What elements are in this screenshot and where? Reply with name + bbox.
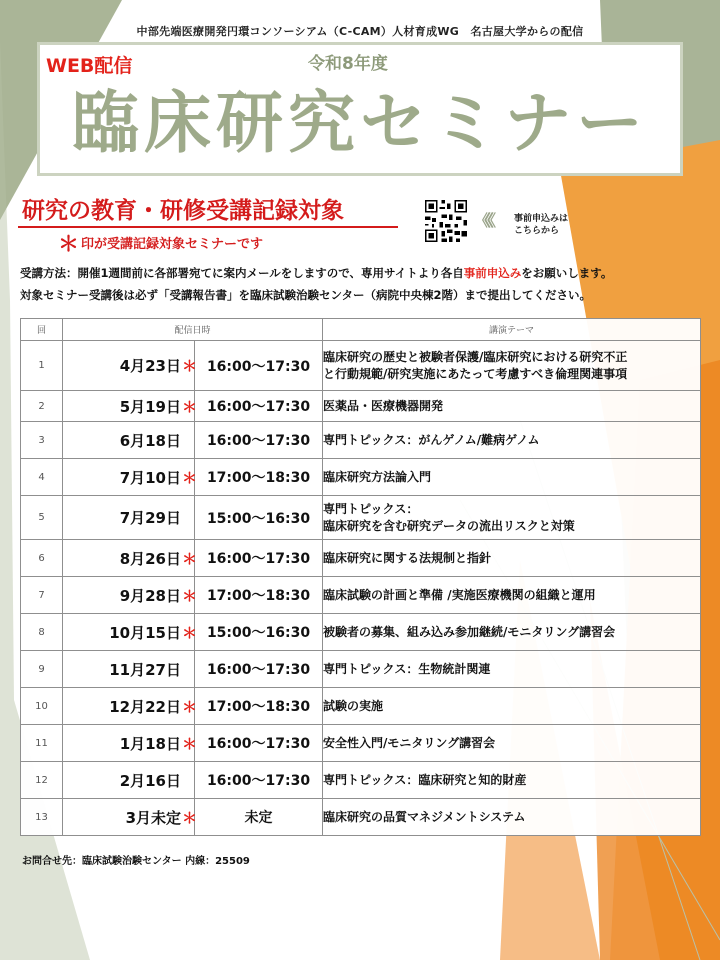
session-time: 17:00～18:30	[195, 688, 323, 725]
session-date: 11月27日	[63, 651, 195, 688]
pre-registration-emphasis: 事前申込み	[463, 266, 522, 280]
session-number: 10	[21, 688, 63, 725]
session-time: 未定	[195, 799, 323, 836]
table-row	[21, 391, 701, 422]
session-number: 3	[21, 422, 63, 459]
table-row	[21, 614, 701, 651]
session-number: 1	[21, 341, 63, 391]
session-time: 17:00～18:30	[195, 577, 323, 614]
session-theme: 臨床研究の品質マネジメントシステム	[323, 799, 701, 836]
session-theme: 臨床試験の計画と準備 /実施医療機関の組織と運用	[323, 577, 701, 614]
session-date: 7月10日＊	[63, 459, 195, 496]
session-theme: 安全性入門/モニタリング講習会	[323, 725, 701, 762]
session-time: 16:00～17:30	[195, 762, 323, 799]
star-note	[58, 228, 263, 258]
star-note-text: 印が受講記録対象セミナーです	[81, 237, 264, 252]
session-date: 1月18日＊	[63, 725, 195, 762]
web-delivery-label: WEB配信	[46, 55, 133, 77]
session-time: 16:00～17:30	[195, 391, 323, 422]
session-number: 7	[21, 577, 63, 614]
session-date: 2月16日	[63, 762, 195, 799]
session-date: 4月23日＊	[63, 341, 195, 391]
table-row	[21, 341, 701, 391]
consortium-header: 中部先端医療開発円環コンソーシアム（C-CAM）人材育成WG 名古屋大学からの配信	[136, 25, 584, 38]
session-time: 16:00～17:30	[195, 422, 323, 459]
session-number: 6	[21, 540, 63, 577]
session-date: 12月22日＊	[63, 688, 195, 725]
session-number: 5	[21, 496, 63, 540]
header-date: 配信日時	[63, 319, 323, 341]
session-time: 15:00～16:30	[195, 496, 323, 540]
table-row	[21, 540, 701, 577]
record-target-mark-icon: ＊	[182, 468, 198, 487]
record-target-mark-icon: ＊	[182, 697, 198, 716]
table-header-row	[21, 319, 701, 341]
session-theme: 臨床研究の歴史と被験者保護/臨床研究における研究不正 と行動規範/研究実施にあたって考慮すべき倫理関連事項	[323, 341, 701, 391]
table-row	[21, 799, 701, 836]
star-mark-icon: ＊	[58, 232, 79, 256]
session-time: 16:00～17:30	[195, 540, 323, 577]
seminar-schedule-table	[20, 318, 701, 836]
record-target-mark-icon: ＊	[182, 586, 198, 605]
table-row	[21, 422, 701, 459]
record-target-mark-icon: ＊	[182, 357, 198, 375]
session-time: 15:00～16:30	[195, 614, 323, 651]
session-theme: 医薬品・医療機器開発	[323, 391, 701, 422]
session-date: 9月28日＊	[63, 577, 195, 614]
session-date: 7月29日	[63, 496, 195, 540]
session-time: 17:00～18:30	[195, 459, 323, 496]
notice-line-1: 受講方法：開催1週間前に各部署宛てに案内メールをしますので、専用サイトより各自事前申込みをお願いします。	[20, 266, 613, 280]
session-theme: 臨床研究方法論入門	[323, 459, 701, 496]
table-row	[21, 496, 701, 540]
header-theme: 講演テーマ	[323, 319, 701, 341]
session-theme: 臨床研究に関する法規制と指針	[323, 540, 701, 577]
session-time: 16:00～17:30	[195, 725, 323, 762]
session-date: 8月26日＊	[63, 540, 195, 577]
session-number: 11	[21, 725, 63, 762]
qr-code-icon[interactable]	[423, 198, 469, 244]
table-row	[21, 577, 701, 614]
session-date: 5月19日＊	[63, 391, 195, 422]
qr-instruction: 事前申込みは こちらから	[514, 214, 569, 236]
session-number: 4	[21, 459, 63, 496]
chevron-left-icon: 《《《	[474, 211, 492, 230]
table-row	[21, 459, 701, 496]
notice-line-2: 対象セミナー受講後は必ず「受講報告書」を臨床試験治験センター（病院中央棟2階）まで提出してください。	[20, 288, 592, 302]
table-row	[21, 725, 701, 762]
session-date: 10月15日＊	[63, 614, 195, 651]
session-theme: 試験の実施	[323, 688, 701, 725]
session-number: 9	[21, 651, 63, 688]
record-target-mark-icon: ＊	[182, 734, 198, 753]
session-number: 13	[21, 799, 63, 836]
record-target-mark-icon: ＊	[182, 397, 198, 416]
session-time: 16:00～17:30	[195, 341, 323, 391]
session-theme: 専門トピックス：臨床研究と知的財産	[323, 762, 701, 799]
contact-info: お問合せ先：臨床試験治験センター 内線：25509	[22, 856, 250, 867]
session-date: 3月未定＊	[63, 799, 195, 836]
attendance-notice	[20, 262, 612, 306]
record-target-mark-icon: ＊	[182, 549, 198, 568]
subtitle: 研究の教育・研修受講記録対象	[22, 198, 344, 224]
session-number: 12	[21, 762, 63, 799]
header-num: 回	[21, 319, 63, 341]
record-target-mark-icon: ＊	[182, 623, 198, 642]
session-theme: 専門トピックス： 臨床研究を含む研究データの流出リスクと対策	[323, 496, 701, 540]
session-number: 8	[21, 614, 63, 651]
record-target-mark-icon: ＊	[182, 808, 198, 827]
session-time: 16:00～17:30	[195, 651, 323, 688]
table-row	[21, 688, 701, 725]
session-theme: 被験者の募集、組み込み参加継続/モニタリング講習会	[323, 614, 701, 651]
session-theme: 専門トピックス：生物統計関連	[323, 651, 701, 688]
main-title: 臨床研究セミナー	[72, 84, 648, 162]
year-label: 令和8年度	[308, 54, 388, 74]
table-row	[21, 651, 701, 688]
session-theme: 専門トピックス：がんゲノム/難病ゲノム	[323, 422, 701, 459]
table-row	[21, 762, 701, 799]
session-date: 6月18日	[63, 422, 195, 459]
session-number: 2	[21, 391, 63, 422]
